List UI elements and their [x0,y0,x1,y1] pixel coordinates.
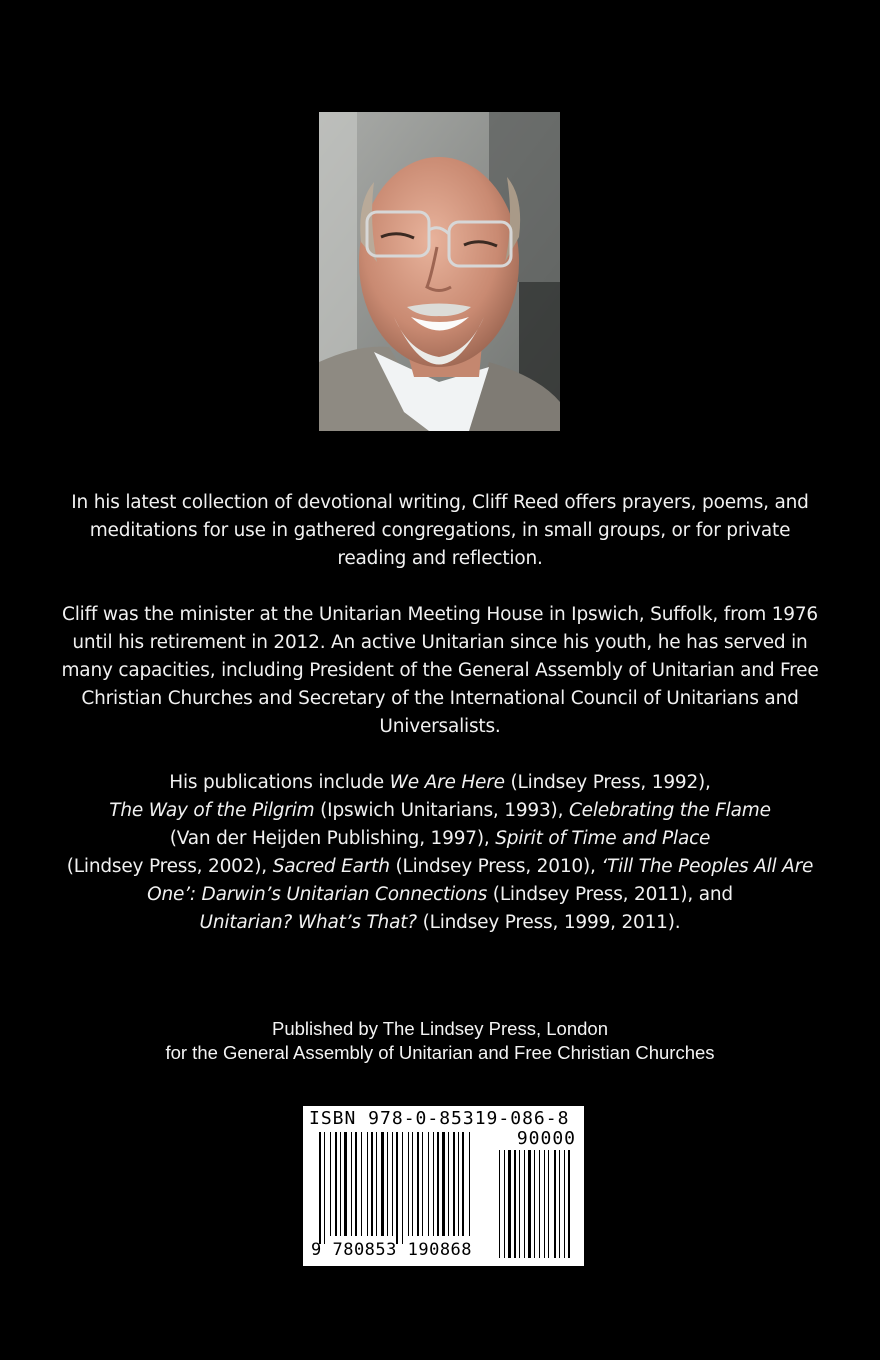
barcode-bar [371,1132,373,1236]
barcode-bar [324,1132,325,1244]
barcode-bar [392,1132,393,1236]
publication-details: (Van der Heijden Publishing, 1997), [169,828,496,849]
barcode-bar [319,1132,321,1244]
addon-barcode-bar [548,1150,549,1258]
publication-title: Unitarian? What’s That? [199,912,417,933]
isbn-barcode [303,1106,584,1266]
barcode-bar [412,1132,413,1236]
author-photo [319,112,560,431]
barcode-bar [417,1132,419,1236]
barcode-bar [396,1132,398,1244]
publications-intro: His publications include [169,772,390,793]
description-paragraph-2 [60,601,820,741]
barcode-bar [428,1132,429,1236]
publication-title: We Are Here [389,772,505,793]
barcode-bar [433,1132,434,1236]
description-paragraph-1 [60,489,820,573]
barcode-bar [453,1132,455,1236]
barcode-bar [361,1132,362,1236]
publication-title: Celebrating the Flame [568,800,771,821]
barcode-bar [422,1132,423,1236]
barcode-bar [340,1132,341,1236]
barcode-bar [367,1132,368,1236]
description-paragraph-1-text: In his latest collection of devotional writing, Cliff Reed offers prayers, poems, and meditations for use in gathered congregations, in small groups, or for private reading and reflection. [71,492,809,569]
publications-paragraph [60,769,820,937]
description-paragraph-2-text: Cliff was the minister at the Unitarian Meeting House in Ipswich, Suffolk, from 1976 until his retirement in 2012. An active Unitarian since his youth, he has served in many capacities, including President of the General Assembly of Unitarian and Free Christian Churches and Secretary of the International Council of Unitarians and Universalists. [61,604,819,737]
publications-text [60,769,820,937]
isbn-text: ISBN 978-0-85319-086-8 [309,1108,570,1129]
addon-barcode-bar [539,1150,540,1258]
barcode-bar [458,1132,459,1236]
barcode-bar [381,1132,384,1236]
publication-title: Sacred Earth [272,856,390,877]
barcode-bar [437,1132,439,1236]
addon-barcode-bar [559,1150,560,1258]
addon-barcode-bar [528,1150,531,1258]
publication-details: (Lindsey Press, 2010), [389,856,602,877]
publisher-imprint [60,1017,820,1065]
publisher-line-1: Published by The Lindsey Press, London [272,1018,608,1039]
publication-title: ‘Till The Peoples All Are One’: Darwin’s Unitarian Connections [147,856,814,905]
publication-title: The Way of the Pilgrim [109,800,315,821]
barcode-bar [442,1132,445,1236]
publication-details: (Ipswich Unitarians, 1993), [314,800,569,821]
addon-barcode-bar [568,1150,570,1258]
publication-details: (Lindsey Press, 2002), [66,856,273,877]
price-code: 90000 [516,1128,576,1149]
barcode-bar [408,1132,409,1236]
addon-barcode-bar [544,1150,545,1258]
barcode-bar [376,1132,377,1236]
publication-details: (Lindsey Press, 1992), [504,772,711,793]
barcode-bar [330,1132,331,1236]
addon-barcode-bar [524,1150,525,1258]
publication-details: (Lindsey Press, 2011), and [487,884,733,905]
addon-barcode-bar [514,1150,516,1258]
barcode-bar [344,1132,347,1236]
addon-barcode-bar [534,1150,535,1258]
addon-barcode-bar [554,1150,556,1258]
addon-barcode-bar [564,1150,565,1258]
barcode-bar [355,1132,357,1236]
addon-barcode-bar [508,1150,511,1258]
barcode-bar [351,1132,352,1236]
publisher-line-2: for the General Assembly of Unitarian and Free Christian Churches [165,1042,715,1063]
ean-digits: 9 780853 190868 [311,1240,473,1260]
addon-barcode-bar [519,1150,520,1258]
barcode-bar [469,1132,470,1236]
barcode-bar [335,1132,337,1236]
barcode-bar [387,1132,388,1236]
addon-barcode-bar [504,1150,505,1258]
barcode-bar [402,1132,403,1244]
author-portrait-photo-icon [319,112,560,431]
barcode-bar [462,1132,464,1236]
publication-title: Spirit of Time and Place [495,828,711,849]
barcode-bar [448,1132,449,1236]
publication-details: (Lindsey Press, 1999, 2011). [416,912,681,933]
addon-barcode-bar [499,1150,500,1258]
